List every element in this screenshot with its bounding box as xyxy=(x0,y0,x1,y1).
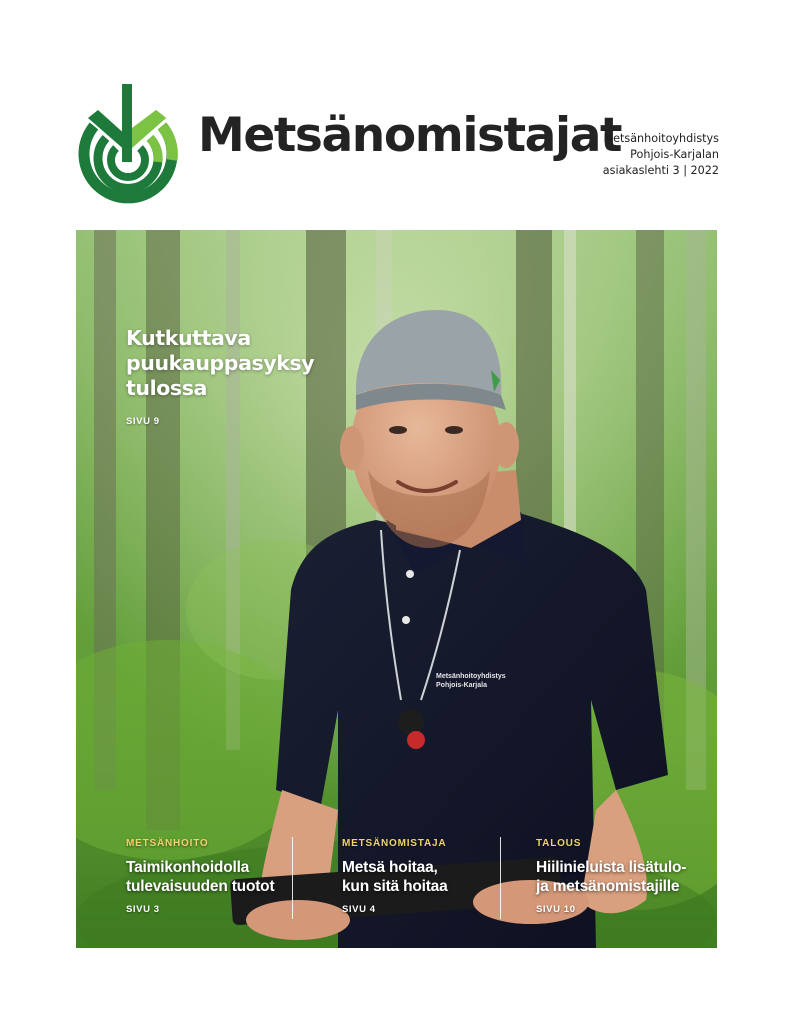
headline-line: tulossa xyxy=(126,376,207,400)
teaser-divider xyxy=(292,837,293,919)
cover-headline xyxy=(126,326,314,401)
masthead-title: Metsänomistajat xyxy=(198,108,622,163)
teaser-title xyxy=(126,858,274,896)
teaser-category: METSÄNHOITO xyxy=(126,838,209,849)
issue-line: Pohjois-Karjalan xyxy=(630,148,719,161)
headline-line: puukauppasyksy xyxy=(126,351,315,375)
teaser-category: TALOUS xyxy=(536,838,582,849)
teaser-title-line: Metsä hoitaa, xyxy=(342,859,438,876)
teaser-page-ref: SIVU 4 xyxy=(342,904,376,915)
headline-page-ref: SIVU 9 xyxy=(126,416,160,427)
teaser-category: METSÄNOMISTAJA xyxy=(342,838,447,849)
teaser-title-line: Taimikonhoidolla xyxy=(126,859,250,876)
issue-line: asiakaslehti 3 | 2022 xyxy=(602,164,719,177)
teaser-title-line: ja metsänomistajille xyxy=(536,878,680,895)
teaser-title-line: Hiilinieluista lisätulo- xyxy=(536,859,687,876)
teaser-title xyxy=(342,858,448,896)
teaser-metsanomistaja xyxy=(342,838,448,915)
cover-photo xyxy=(76,230,717,948)
mhy-logo-icon xyxy=(74,82,180,204)
teaser-metsanhoito xyxy=(126,838,274,915)
shirt-logo-text xyxy=(436,672,506,690)
issue-info xyxy=(603,131,719,179)
shirt-text-line: Pohjois-Karjala xyxy=(436,682,487,689)
teaser-page-ref: SIVU 10 xyxy=(536,904,576,915)
teaser-page-ref: SIVU 3 xyxy=(126,904,160,915)
teaser-divider xyxy=(500,837,501,919)
teaser-title-line: kun sitä hoitaa xyxy=(342,878,448,895)
headline-line: Kutkuttava xyxy=(126,326,251,350)
shirt-text-line: Metsänhoitoyhdistys xyxy=(436,673,506,680)
teaser-talous xyxy=(536,838,686,915)
teaser-title xyxy=(536,858,686,896)
teaser-title-line: tulevaisuuden tuotot xyxy=(126,878,275,895)
issue-line: Metsänhoitoyhdistys xyxy=(603,132,719,145)
